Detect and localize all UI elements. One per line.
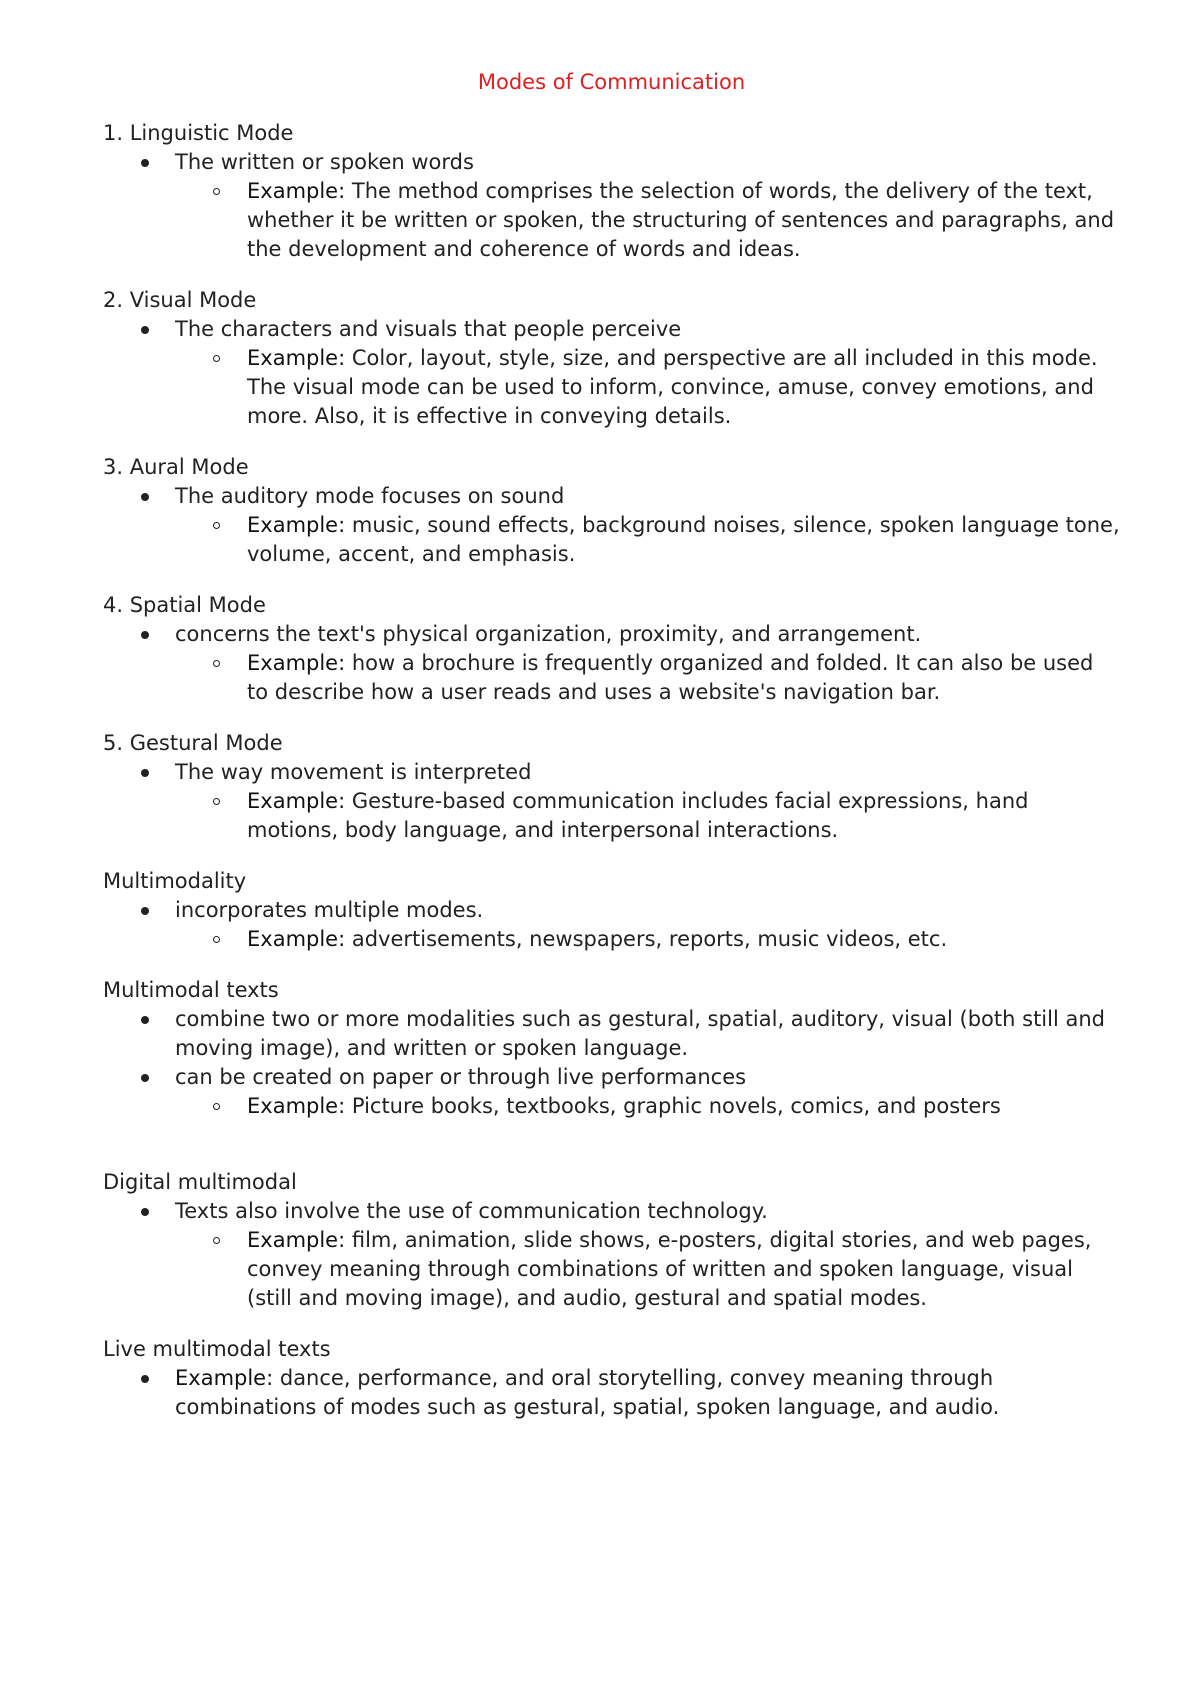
bullet-item <box>175 1063 1120 1121</box>
example-list <box>175 1226 1120 1313</box>
bullet-text: Texts also involve the use of communication technology. <box>175 1199 768 1223</box>
example-text: Color, layout, style, size, and perspective are all included in this mode. The visual mode can be used to inform, convince, amuse, convey emotions, and more. Also, it is effective in conveying details. <box>247 346 1098 428</box>
section-heading: Multimodality <box>103 869 247 893</box>
bullet-text: can be created on paper or through live performances <box>175 1065 747 1089</box>
bullet-list <box>103 620 1120 707</box>
bullet-text: concerns the text's physical organization, proximity, and arrangement. <box>175 622 922 646</box>
example-list <box>175 925 1120 954</box>
example-label: Example: <box>175 1366 274 1390</box>
example-text: advertisements, newspapers, reports, music videos, etc. <box>345 927 948 951</box>
filled-bullet-icon <box>141 159 149 167</box>
filled-bullet-icon <box>141 1208 149 1216</box>
filled-bullet-icon <box>141 631 149 639</box>
page-title: Modes of Communication <box>477 70 746 94</box>
bullet-list <box>103 1197 1120 1313</box>
bullet-item <box>175 482 1120 569</box>
example-list <box>175 344 1120 431</box>
section-heading: 1. Linguistic Mode <box>103 121 294 145</box>
hollow-bullet-icon <box>213 355 220 362</box>
bullet-text: dance, performance, and oral storytelling, convey meaning through combinations of modes such as gestural, spatial, spoken language, and audio. <box>175 1366 1000 1419</box>
bullet-item <box>175 1364 1120 1422</box>
example-item <box>247 1226 1120 1313</box>
bullet-item <box>175 758 1120 845</box>
example-label: Example: <box>247 927 346 951</box>
example-item <box>247 787 1120 845</box>
bullet-list <box>103 1005 1120 1121</box>
example-item <box>247 1092 1120 1121</box>
section <box>103 453 1120 569</box>
example-list <box>175 177 1120 264</box>
bullet-item <box>175 620 1120 707</box>
bullet-list <box>103 758 1120 845</box>
bullet-list <box>103 482 1120 569</box>
bullet-text: The characters and visuals that people perceive <box>175 317 682 341</box>
bullet-list <box>103 148 1120 264</box>
example-item <box>247 649 1120 707</box>
bullet-list <box>103 896 1120 954</box>
bullet-item <box>175 896 1120 954</box>
bullet-text: The auditory mode focuses on sound <box>175 484 565 508</box>
section-heading: 4. Spatial Mode <box>103 593 266 617</box>
bullet-item <box>175 1197 1120 1313</box>
example-label: Example: <box>247 179 346 203</box>
hollow-bullet-icon <box>213 1237 220 1244</box>
section <box>103 286 1120 431</box>
bullet-list <box>103 315 1120 431</box>
filled-bullet-icon <box>141 1074 149 1082</box>
section-heading: 5. Gestural Mode <box>103 731 283 755</box>
example-label: Example: <box>247 513 346 537</box>
example-text: film, animation, slide shows, e-posters, digital stories, and web pages, convey meaning through combinations of written and spoken language, visual (still and moving image), and audio, gestural and spatial modes. <box>247 1228 1092 1310</box>
hollow-bullet-icon <box>213 522 220 529</box>
document-body <box>103 119 1120 1422</box>
example-text: The method comprises the selection of words, the delivery of the text, whether it be written or spoken, the structuring of sentences and paragraphs, and the development and coherence of words and ideas. <box>247 179 1115 261</box>
example-text: Picture books, textbooks, graphic novels, comics, and posters <box>345 1094 1001 1118</box>
example-label: Example: <box>247 346 346 370</box>
section <box>103 1335 1120 1422</box>
hollow-bullet-icon <box>213 188 220 195</box>
hollow-bullet-icon <box>213 798 220 805</box>
filled-bullet-icon <box>141 769 149 777</box>
hollow-bullet-icon <box>213 660 220 667</box>
section <box>103 729 1120 845</box>
hollow-bullet-icon <box>213 936 220 943</box>
example-item <box>247 344 1120 431</box>
bullet-text: The written or spoken words <box>175 150 474 174</box>
section <box>103 591 1120 707</box>
example-label: Example: <box>247 789 346 813</box>
section-heading: Digital multimodal <box>103 1170 297 1194</box>
example-list <box>175 1092 1120 1121</box>
bullet-text: combine two or more modalities such as gestural, spatial, auditory, visual (both still and moving image), and written or spoken language. <box>175 1007 1105 1060</box>
section <box>103 119 1120 264</box>
example-item <box>247 925 1120 954</box>
example-label: Example: <box>247 1228 346 1252</box>
example-list <box>175 787 1120 845</box>
example-label: Example: <box>247 1094 346 1118</box>
filled-bullet-icon <box>141 326 149 334</box>
section-heading: Live multimodal texts <box>103 1337 331 1361</box>
filled-bullet-icon <box>141 907 149 915</box>
section-heading: Multimodal texts <box>103 978 279 1002</box>
filled-bullet-icon <box>141 1375 149 1383</box>
bullet-list <box>103 1364 1120 1422</box>
bullet-item <box>175 148 1120 264</box>
section-heading: 2. Visual Mode <box>103 288 257 312</box>
example-list <box>175 511 1120 569</box>
filled-bullet-icon <box>141 493 149 501</box>
section <box>103 867 1120 954</box>
bullet-text: incorporates multiple modes. <box>175 898 484 922</box>
section <box>103 976 1120 1121</box>
filled-bullet-icon <box>141 1016 149 1024</box>
bullet-text: The way movement is interpreted <box>175 760 532 784</box>
example-label: Example: <box>247 651 346 675</box>
example-text: how a brochure is frequently organized and folded. It can also be used to describe how a user reads and uses a website's navigation bar. <box>247 651 1094 704</box>
section <box>103 1168 1120 1313</box>
example-list <box>175 649 1120 707</box>
section-heading: 3. Aural Mode <box>103 455 249 479</box>
example-item <box>247 177 1120 264</box>
bullet-item <box>175 1005 1120 1063</box>
example-text: music, sound effects, background noises, silence, spoken language tone, volume, accent, and emphasis. <box>247 513 1120 566</box>
hollow-bullet-icon <box>213 1103 220 1110</box>
example-text: Gesture-based communication includes facial expressions, hand motions, body language, and interpersonal interactions. <box>247 789 1029 842</box>
example-item <box>247 511 1120 569</box>
bullet-item <box>175 315 1120 431</box>
